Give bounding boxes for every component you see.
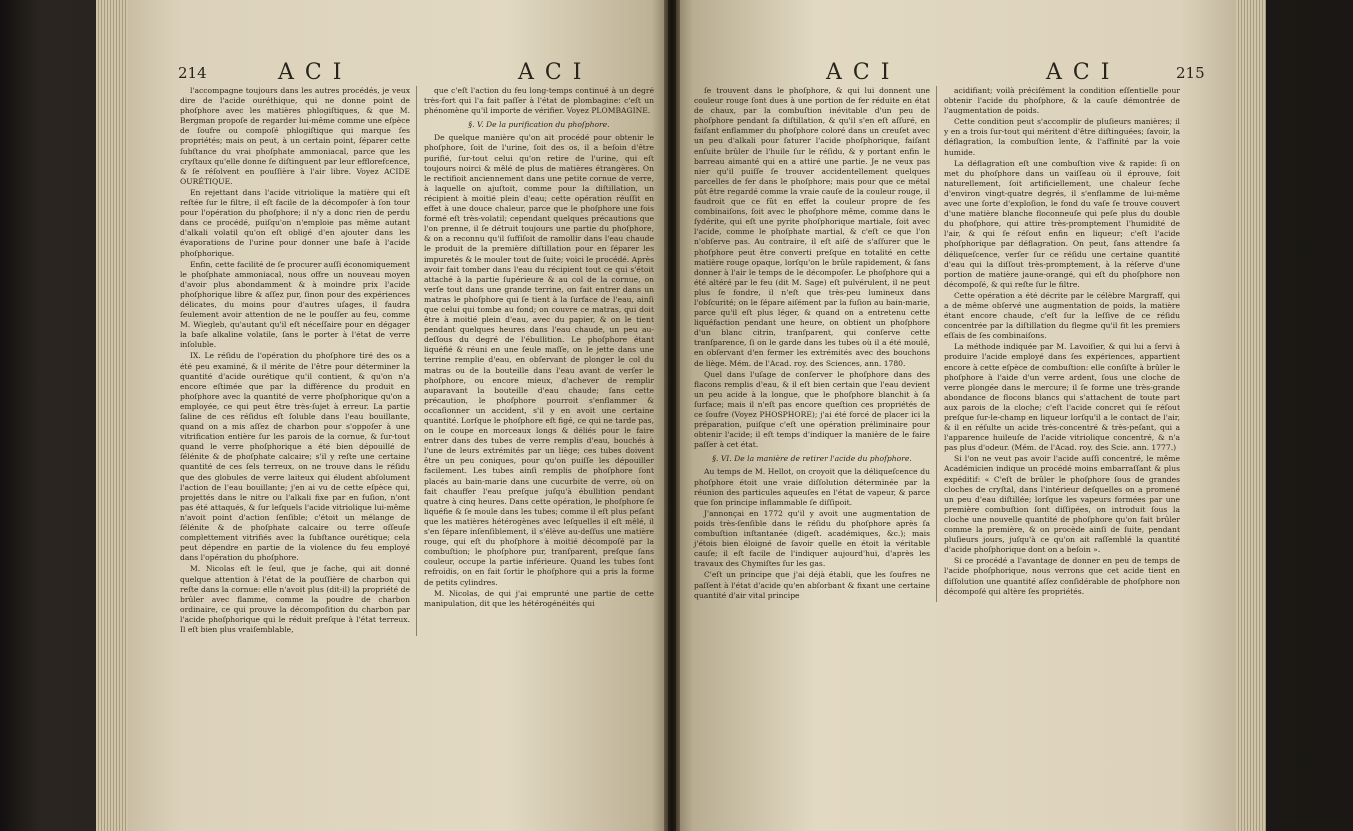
right-columns [694, 86, 1180, 602]
paragraph: ſe trouvent dans le phoſphore, & qui lui donnent une couleur rouge ſont dues à une portion de fer réduite en état de chaux, par la combuſtion inévitable d'un peu de phoſphore pendant ſa diſtillation, & qu'il s'en eſt aſſuré, en faiſant enflammer du phoſphore coloré dans un creuſet avec un peu d'alkali pour ſaturer l'acide phoſphorique, faiſant enſuite brûler de l'huile ſur le réſidu, & y portant enfin le barreau aimanté qui en a attiré une partie. Je ne veux pas nier qu'il puiſſe ſe trouver accidentellement quelques parcelles de fer dans le phoſphore; mais pour que ce métal pût être regardé comme la vraie cauſe de la couleur rouge, il faudroit que ce fût en effet la couleur propre de ſes combinaiſons, ſoit avec le phoſphore même, comme dans le ſydérite, qui eſt une pyrite phoſphorique martiale, ſoit avec l'acide, comme le phoſphate martial, & c'eſt ce que l'on n'obſerve pas. Au contraire, il eſt aiſé de s'aſſurer que le phoſphore peut être converti preſque en totalité en cette matière rouge opaque, lorſqu'on le brûle rapidement, & ſans donner à l'air le temps de le décompoſer. Le phoſphore qui a été altéré par le feu (dit M. Sage) eſt pulvérulent, il ne peut plus ſe fondre, il n'eſt que très-peu lumineux dans l'obſcurité; on le ſépare aiſément par la fuſion au bain-marie, parce qu'il eſt plus léger, & quand on a entretenu cette liquéfaction pendant une heure, on obtient un phoſphore d'un blanc citrin, tranſparent, qui conſerve cette tranſparence, ſi on le garde dans les tubes où il a été moulé, en obſervant d'en fermer les extrémités avec des bouchons de liège. Mém. de l'Acad. roy. des Sciences, ann. 1780. [694, 86, 930, 368]
paragraph: Au temps de M. Hellot, on croyoit que la déliqueſcence du phoſphore étoit une vraie diſſolution déterminée par la réunion des particules aqueuſes en l'état de vapeur, & parce que ſon principe inflammable ſe diſſipoit. [694, 467, 930, 507]
section-heading: §. VI. De la manière de retirer l'acide du phoſphore. [712, 454, 912, 464]
paragraph: M. Nicolas eſt le ſeul, que je ſache, qui ait donné quelque attention à l'état de la pouſſière de charbon qui reſte dans la cornue: elle n'avoit plus (dit-il) la propriété de brûler avec flamme, comme la poudre de charbon ordinaire, ce qui prouve la décompoſition du charbon par l'acide phoſphorique qui le réduit preſque à l'état terreux. Il eſt bien plus vraiſemblable, [180, 564, 410, 634]
paragraph: acidifiant; voilà préciſément la condition eſſentielle pour obtenir l'acide du phoſphore, & la cauſe démontrée de l'augmentation de poids. [944, 86, 1180, 116]
paragraph: que c'eſt l'action du feu long-temps continué à un degré très-fort qui l'a fait paſſer à l'état de plombagine: c'eſt un phénomène qu'il importe de vérifier. Voyez PLOMBAGINE. [424, 86, 654, 116]
paragraph: Si l'on ne veut pas avoir l'acide auſſi concentré, le même Académicien indique un procédé moins embarraſſant & plus expéditif: « C'eſt de brûler le phoſphore ſous de grandes cloches de cryſtal, dans l'intérieur deſquelles on a promené un peu d'eau diſtillée; lorſque les vapeurs formées par une première combuſtion ſont diſſipées, on introduit ſous la cloche une nouvelle quantité de phoſphore qu'on fait brûler comme la première, & on procède ainſi de ſuite, pendant pluſieurs jours, juſqu'à ce qu'on ait raſſemblé la quantité d'acide phoſphorique dont on a beſoin ». [944, 454, 1180, 555]
paragraph: C'eſt un principe que j'ai déjà établi, que les ſoufres ne paſſent à l'état d'acide qu'en abſorbant & fixant une certaine quantité d'air vital principe [694, 570, 930, 600]
left-page [128, 0, 668, 831]
left-page-edges [96, 0, 128, 831]
right-column-1 [694, 86, 930, 602]
paragraph: La méthode indiquée par M. Lavoiſier, & qui lui a ſervi à produire l'acide employé dans ſes expériences, appartient encore à cette eſpèce de combuſtion: elle conſiſte à brûler le phoſphore à l'aide d'un verre ardent, ſous une cloche de verre plongée dans le mercure; il ſe forme une très-grande abondance de flocons blancs qui s'attachent de toute part aux parois de la cloche; c'eſt l'acide concret qui ſe réſout preſque ſur-le-champ en liqueur lorſqu'il a le contact de l'air, & il en réſulte un acide très-concentré & très-peſant, qui a l'apparence huileuſe de l'acide vitriolique concentré, & n'a pas plus d'odeur. (Mém. de l'Acad. roy. des Scie. ann. 1777.) [944, 342, 1180, 453]
right-folio: 215 [1176, 64, 1205, 82]
right-page [676, 0, 1236, 831]
paragraph: J'annonçai en 1772 qu'il y avoit une augmentation de poids très-ſenſible dans le réſidu du phoſphore après ſa combuſtion inſtantanée (digeſt. académiques, &c.); mais j'étois bien éloigné de ſavoir quelle en étoit la véritable cauſe; il eſt facile de l'indiquer aujourd'hui, d'après les travaux des Chymiſtes ſur les gas. [694, 508, 930, 569]
paragraph: Quel dans l'uſage de conſerver le phoſphore dans des flacons remplis d'eau, & il eſt bien certain que l'eau devient un peu acide à la longue, que le phoſphore blanchit à ſa ſurface; mais il n'eſt pas encore queſtion ces propriétés de ce ſoufre (Voyez PHOSPHORE); j'ai été forcé de placer ici la préparation, puiſque c'eſt une opération préliminaire pour obtenir l'acide; il eſt temps d'indiquer la manière de le faire paſſer à cet état. [694, 369, 930, 450]
paragraph: M. Nicolas, de qui j'ai emprunté une partie de cette manipulation, dit que les hétérogénéités qui [424, 588, 654, 608]
paragraph: Cette condition peut s'accomplir de pluſieurs manières; il y en a trois ſur-tout qui méritent d'être diſtinguées; ſavoir, la déflagration, la combuſtion lente, & l'affinité par la voie humide. [944, 117, 1180, 157]
right-header-aci-1: A C I [826, 60, 892, 85]
paragraph: La déflagration eſt une combuſtion vive & rapide: ſi on met du phoſphore dans un vaiſſeau où il éprouve, ſoit naturellement, ſoit artificiellement, une chaleur ſeche d'environ vingt-quatre degrés, il s'enflamme de lui-même avec une ſorte d'exploſion, le fond du vaſe ſe trouve couvert d'une matière blanche floconneuſe qui peſe plus du double du phoſphore, qui attire très-promptement l'humidité de l'air, & qui ſe réſout enfin en liqueur; c'eſt l'acide phoſphorique par déflagration. On peut, ſans attendre ſa déliqueſcence, verſer ſur ce réſidu une certaine quantité d'eau qui la diſſout très-promptement, à la réſerve d'une portion de matière jaune-orangé, qui eſt du phoſphore non décompoſé, & qui reſte ſur le filtre. [944, 158, 1180, 289]
book-gutter [664, 0, 680, 831]
left-header-aci-1: A C I [278, 60, 344, 85]
paragraph: Si ce procédé a l'avantage de donner en peu de temps de l'acide phoſphorique, nous verrons que cet acide tient en diſſolution une quantité aſſez conſidérable de phoſphore non décompoſé qui altère ſes propriétés. [944, 556, 1180, 596]
right-page-edges [1236, 0, 1266, 831]
right-column-2 [944, 86, 1180, 602]
section-heading: §. V. De la purification du phoſphore. [468, 120, 610, 130]
left-folio: 214 [178, 64, 207, 82]
left-header-aci-2: A C I [518, 60, 584, 85]
left-column-1 [180, 86, 410, 636]
left-column-2 [424, 86, 654, 636]
paragraph: Enfin, cette facilité de ſe procurer auſſi économiquement le phoſphate ammoniacal, nous offre un nouveau moyen d'avoir plus abondamment & à moindre prix l'acide phoſphorique libre & aſſez pur, ſinon pour des expériences délicates, du moins pour d'autres uſages, il faudra ſeulement avoir attention de ne le pouſſer au feu, comme M. Wiegleb, qu'autant qu'il eſt néceſſaire pour en dégager la baſe alkaline volatile, ſans le porter à l'état de verre inſoluble. [180, 259, 410, 350]
paragraph: Cette opération a été décrite par le célèbre Margraff, qui a de même obſervé une augmentation de poids, la matière étant encore chaude, c'eſt ſur la leſſive de ce réſidu concentrée par la diſtillation du flegme qu'il fit les premiers eſſais de ſes combinaiſons. [944, 290, 1180, 341]
right-header-aci-2: A C I [1046, 60, 1112, 85]
paragraph: l'accompagne toujours dans les autres procédés, je veux dire de l'acide ouréthique, qui ne donne point de phoſphore avec les matières phlogiſtiques, & que M. Bergman propoſe de regarder lui-même comme une eſpèce de ſoufre ou compoſé phlogiſtique qui marque ſes propriétés; mais on peut, à un certain point, ſéparer cette ſubſtance du vrai phoſphate ammoniacal, parce que les cryſtaux qu'elle donne ſe diſtinguent par leur efflorefcence, & ſe réſolvent en pouſſière à l'air libre. Voyez ACIDE OURÉTIQUE. [180, 86, 410, 186]
paragraph: De quelque manière qu'on ait procédé pour obtenir le phoſphore, ſoit de l'urine, ſoit des os, il a beſoin d'être purifié, ſur-tout celui qu'on retire de l'urine, qui eſt toujours noirci & mêlé de plus de matières étrangères. On le rectifioit anciennement dans une petite cornue de verre, à laquelle on ajuſtoit, comme pour la diſtillation, un récipient à moitié plein d'eau; cette opération réuſſit en effet à une douce chaleur, parce que le phoſphore une fois formé eſt très-volatil; cependant quelques précautions que l'on prenne, il ſe détruit toujours une partie du phoſphore, & on a reconnu qu'il ſuffiſoit de ramollir dans l'eau chaude le produit de la première diſtillation pour en ſéparer les impuretés & le mouler tout de ſuite; voici le procédé. Après avoir fait tomber dans l'eau du récipient tout ce qui s'étoit attaché à la partie ſupérieure & au col de la cornue, on verſe tout dans une grande terrine, on fait entrer dans un matras le phoſphore qui ſe tient à la ſurface de l'eau, ainſi que celui qui tombe au fond; on couvre ce matras, qui doit être à moitié plein d'eau, avec du papier, & on le tient pendant quelques heures dans l'eau chaude, un peu au-deſſous du degré de l'ébullition. Le phoſphore étant liquéfié & réuni en une ſeule maſſe, on le jette dans une terrine remplie d'eau, en obſervant de plonger le col du matras ou de la bouteille dans l'eau avant de verſer le phoſphore, ou encore mieux, d'achever de remplir auparavant la bouteille d'eau chaude; ſans cette précaution, le phoſphore pourroit s'enflammer & occaſionner un accident, s'il y en avoit une certaine quantité. Lorſque le phoſphore eſt figé, ce qui ne tarde pas, on le coupe en morceaux longs & déliés pour le faire entrer dans des tubes de verre remplis d'eau, bouchés à l'une de leurs extrémités par un liège; ces tubes doivent être un peu coniques, pour qu'on puiſſe les dépouiller facilement. Les tubes ainſi remplis de phoſphore ſont placés au bain-marie dans une cucurbite de verre, où on fait chauffer l'eau preſque juſqu'à ébullition pendant quatre à cinq heures. Dans cette opération, le phoſphore ſe liquéfie & ſe moule dans les tubes; comme il eſt plus peſant que les matières hétérogènes avec leſquelles il eſt mêlé, il s'en ſépare inſenſiblement, il s'élève au-deſſus une matière rouge, qui eſt du phoſphore à moitié décompoſé par la combuſtion; le phoſphore pur, tranſparent, preſque ſans couleur, occupe la partie inférieure. Quand les tubes ſont refroidis, on en fait ſortir le phoſphore qui a pris la forme de petits cylindres. [424, 133, 654, 587]
paragraph: En rejettant dans l'acide vitriolique la matière qui eſt reſtée ſur le filtre, il eſt facile de la décompoſer à ſon tour pour l'opération du phoſphore; il n'y a donc rien de perdu dans ce procédé, puiſqu'on n'emploie pas même autant d'alkali volatil qu'on eſt obligé d'en ajouter dans les évaporations de l'urine pour donner une baſe à l'acide phoſphorique. [180, 187, 410, 258]
left-columns [180, 86, 654, 636]
paragraph: IX. Le réſidu de l'opération du phoſphore tiré des os a été peu examiné, & il mérite de l'être pour déterminer la quantité d'acide ourétique qu'il contient, & qu'on n'a encore eſtimée que par la différence du produit en phoſphore avec la quantité de verre phoſphorique qu'on a employée, ce qui peut être très-ſujet à erreur. La partie ſaline de ces réſidus eſt ſoluble dans l'eau bouillante, quand on a mis aſſez de charbon pour s'oppoſer à une vitrification entière ſur les parois de la cornue, & ſur-tout quand le verre phoſphorique a été bien dépouillé de ſélénite & de phoſphate calcaire; s'il y reſte une certaine quantité de ces ſels terreux, on ne trouve dans le réſidu que des globules de verre laiteux qui éludent abſolument l'action de l'eau bouillante; j'en ai vu de cette eſpèce qui, projettés dans le nitre ou l'alkali fixe par en fuſion, n'ont pas été attaqués, & ſur leſquels l'acide vitriolique lui-même n'avoit point d'action ſenſible; c'étoit un mélange de ſélénite & de phoſphate calcaire ou terre oſſeuſe complettement vitrifiés avec la ſubſtance ourétique; cela peut dépendre en partie de la violence du feu employé dans l'opération du phoſphore. [180, 351, 410, 563]
